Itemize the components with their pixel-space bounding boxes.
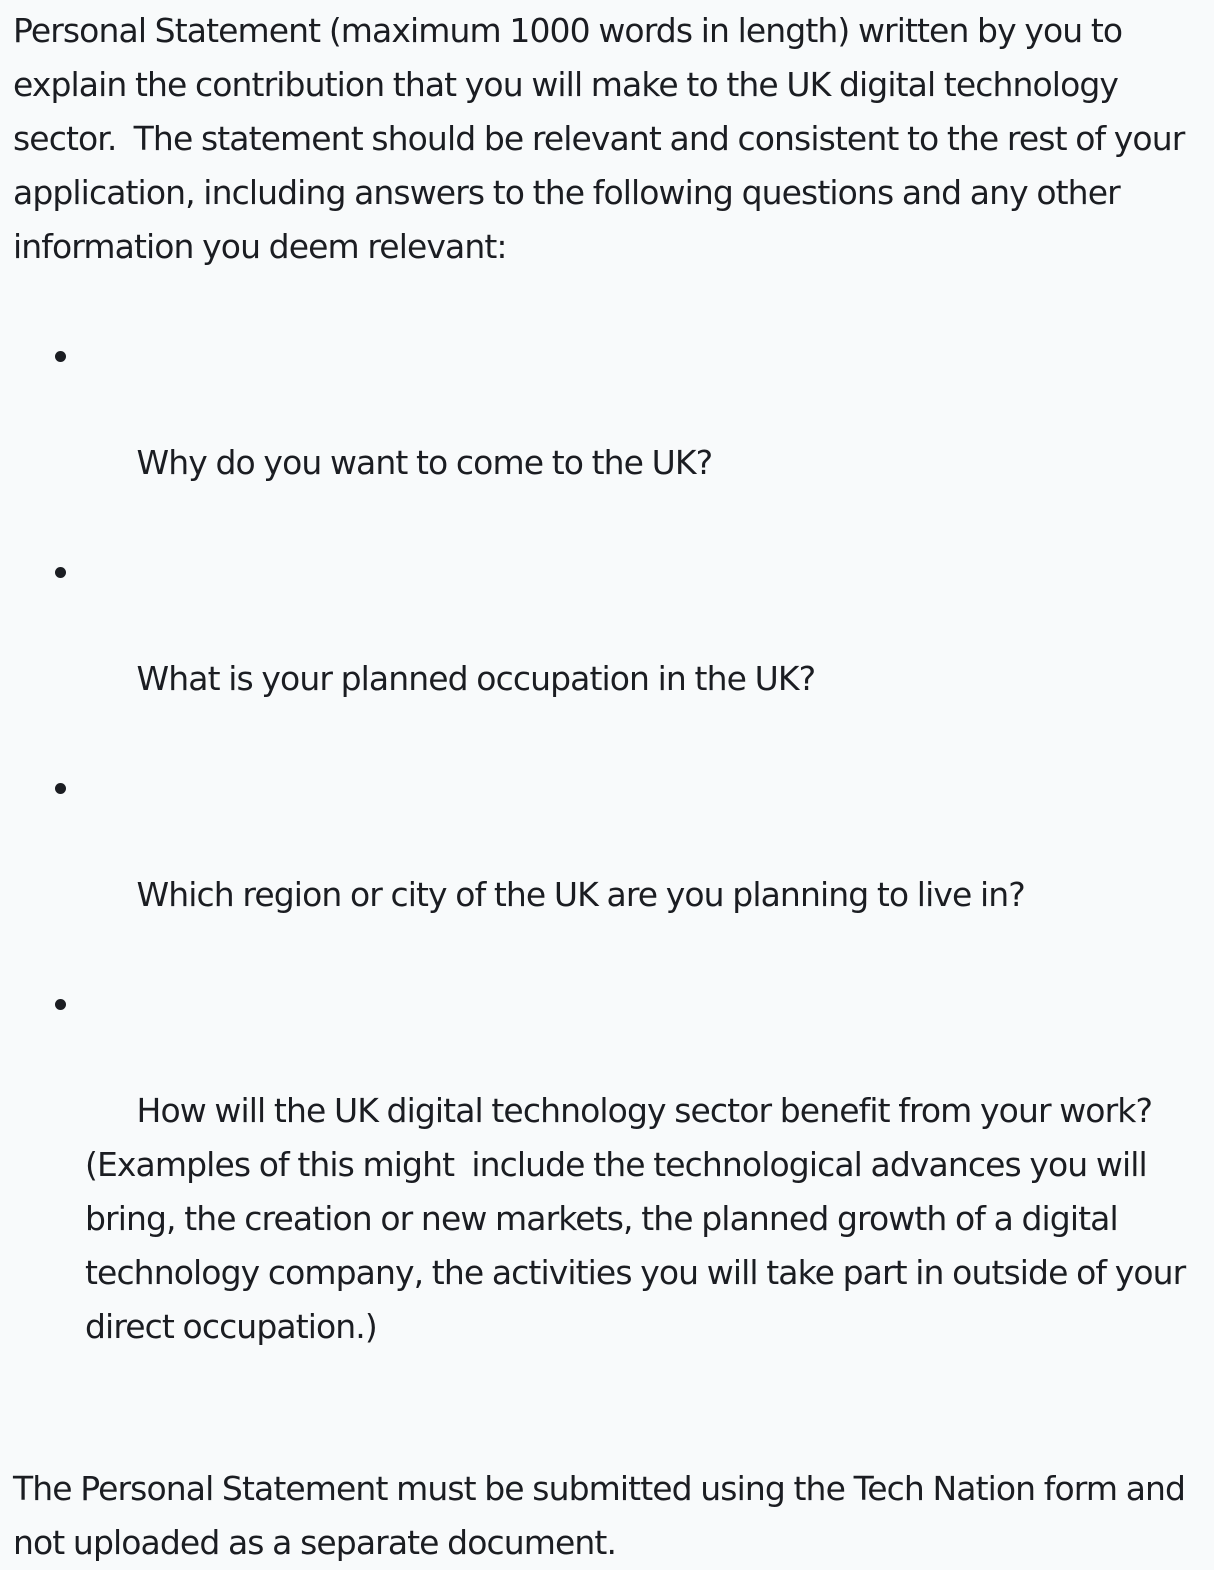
intro-paragraph: Personal Statement (maximum 1000 words in length) written by you to explain the contribution that you will make to the UK digital technology sector. The statement should be relevant and consistent to the rest of your application, including answers to the following questions and any other information you deem relevant:	[13, 11, 1193, 266]
question-text: How will the UK digital technology sector benefit from your work? (Examples of this might include the technological advances you will bring, the creation or new markets, the planned growth of a digital technology company, the activities you will take part in outside of your direct occupation.)	[85, 1091, 1194, 1346]
outro-paragraph: The Personal Statement must be submitted using the Tech Nation form and not uploaded as a separate document.	[13, 1469, 1194, 1562]
bullet-icon	[55, 783, 66, 794]
document-body	[13, 0, 1208, 1570]
question-item	[85, 976, 1208, 1408]
question-item	[85, 328, 1208, 544]
bullet-icon	[55, 567, 66, 578]
question-text: Which region or city of the UK are you planning to live in?	[136, 875, 1025, 914]
bullet-icon	[55, 351, 66, 362]
question-text: What is your planned occupation in the UK?	[136, 659, 816, 698]
question-item	[85, 760, 1208, 976]
bullet-icon	[55, 999, 66, 1010]
question-item	[85, 544, 1208, 760]
question-text: Why do you want to come to the UK?	[136, 443, 713, 482]
questions-list	[13, 328, 1208, 1408]
